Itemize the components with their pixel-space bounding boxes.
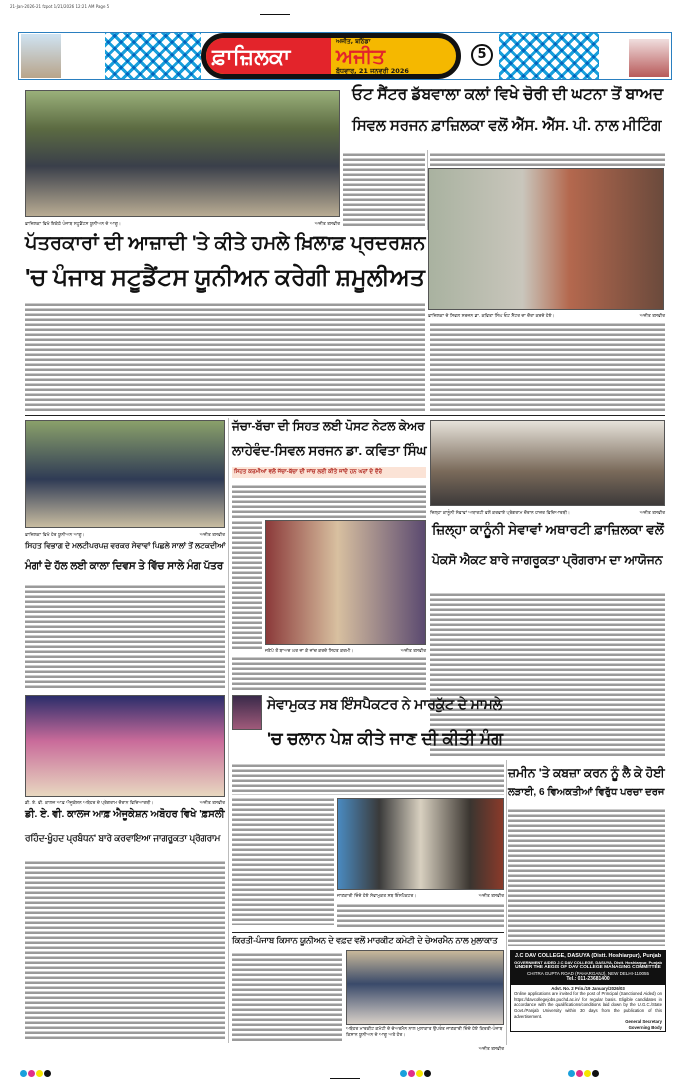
photo-credit: ਅਜੀਤ ਤਸਵੀਰ — [478, 1047, 504, 1052]
ad-number: Advt. No. 2 Prin./19 January/2026/03 — [551, 985, 625, 991]
article-text — [232, 520, 262, 650]
color-registration-marks — [568, 1062, 600, 1081]
photo-credit: ਅਜੀਤ ਤਸਵੀਰ — [639, 511, 665, 516]
headline: ਡੀ. ਏ. ਵੀ. ਕਾਲਜ ਆਫ਼ ਐਜੂਕੇਸ਼ਨ ਅਬੋਹਰ ਵਿਖੇ 'ਫ਼ਸਲੀ — [25, 809, 225, 820]
photo-caption: ਜਣੇਪੇ ਤੋਂ ਬਾਅਦ ਘਰ ਜਾ ਕੇ ਜਾਂਚ ਕਰਦੇ ਸਿਹਤ ਕਰਮੀ। — [265, 649, 354, 654]
masthead-logo — [201, 33, 461, 79]
crop-mark — [330, 1078, 360, 1079]
ad-phone: Tel.: 011-23681400 — [566, 976, 610, 983]
ad-signature: Governing Body — [628, 1024, 662, 1030]
students-union-photo — [25, 90, 340, 217]
article-text — [343, 152, 425, 228]
article-text — [430, 152, 665, 166]
photo-caption: ਜਾਣਕਾਰੀ ਦਿੰਦੇ ਹੋਏ ਸੇਵਾਮੁਕਤ ਸਬ ਇੰਸਪੈਕਟਰ। — [337, 894, 417, 899]
ad-line: CHITRA GUPTA ROAD (PAHARGANJ), NEW DELHI-110055 — [526, 970, 650, 976]
photo-credit: ਅਜੀਤ ਤਸਵੀਰ — [314, 222, 340, 227]
headline: ਸਿਹਤ ਵਿਭਾਗ ਦੇ ਮਲਟੀਪਰਪਜ਼ ਵਰਕਰ ਸੇਵਾਵਾਂ ਪਿਛਲੇ ਸਾਲਾਂ ਤੋਂ ਲਟਕਦੀਆਂ — [25, 541, 226, 550]
photo-credit: ਅਜੀਤ ਤਸਵੀਰ — [400, 649, 426, 654]
headline: ਸਿਵਲ ਸਰਜਨ ਫ਼ਾਜ਼ਿਲਕਾ ਵਲੋਂ ਐੱਸ. ਐੱਸ. ਪੀ. ਨਾਲ ਮੀਟਿੰਗ — [352, 118, 662, 134]
page-number: 5 — [471, 44, 493, 66]
farmers-delegation-photo — [346, 950, 504, 1025]
color-registration-marks — [400, 1062, 432, 1081]
masthead-date: ਬੁੱਧਵਾਰ, 21 ਜਨਵਰੀ 2026 — [336, 67, 409, 75]
photo-credit: ਅਜੀਤ ਤਸਵੀਰ — [199, 801, 225, 806]
headline: ਕਿਰਤੀ-ਪੰਜਾਬ ਕਿਸਾਨ ਯੂਨੀਅਨ ਦੇ ਵਫ਼ਦ ਵਲੋਂ ਮਾਰਕੀਟ ਕਮੇਟੀ ਦੇ ਚੇਅਰਮੈਨ ਨਾਲ ਮੁਲਾਕਾਤ — [232, 936, 498, 945]
photo-caption: ਫ਼ਾਜ਼ਿਲਕਾ ਦੇ ਸਿਵਲ ਸਰਜਨ ਡਾ. ਕਵਿਤਾ ਸਿੰਘ ਓਟ ਸੈਂਟਰ ਦਾ ਦੌਰਾ ਕਰਦੇ ਹੋਏ। — [428, 314, 555, 319]
photo-credit: ਅਜੀਤ ਤਸਵੀਰ — [478, 894, 504, 899]
masthead — [18, 32, 672, 80]
photo-caption: ਜ਼ਿਲ੍ਹਾ ਕਾਨੂੰਨੀ ਸੇਵਾਵਾਂ ਅਥਾਰਟੀ ਵਲੋਂ ਕਰਵਾਏ ਪ੍ਰੋਗਰਾਮ ਦੌਰਾਨ ਹਾਜ਼ਰ ਵਿਦਿਆਰਥੀ। — [430, 511, 570, 516]
ad-signature: General Secretary — [625, 1019, 662, 1025]
masthead-city: ਫ਼ਾਜ਼ਿਲਕਾ — [212, 44, 291, 69]
college-advertisement — [510, 950, 666, 1032]
headline: ਮੰਗਾਂ ਦੇ ਹੱਲ ਲਈ ਕਾਲਾ ਦਿਵਸ ਤੇ ਵਿੱਚ ਸਾਲੇ ਮੰਗ ਪੱਤਰ — [25, 561, 224, 572]
edition-label: ਅਜੀਤ, ਬਠਿੰਡਾ — [336, 38, 371, 45]
fort-image — [629, 39, 669, 77]
photo-caption: ਫ਼ਾਜ਼ਿਲਕਾ ਵਿਖੇ ਹੋਰ ਯੂਨੀਅਨ ਆਗੂ। — [25, 533, 85, 538]
subhead: ਸਿਹਤ ਕਰਮੀਆਂ ਵਲੋਂ ਜੱਚਾ-ਬੱਚਾ ਦੀ ਜਾਂਚ ਲਈ ਕੀਤੇ ਜਾਂਦੇ ਹਨ ਘਰਾਂ ਦੇ ਦੌਰੇ — [234, 469, 383, 475]
small-photo — [232, 695, 262, 730]
photo-caption: ਅਬੋਹਰ ਮਾਰਕੀਟ ਕਮੇਟੀ ਦੇ ਚੇਅਰਮੈਨ ਨਾਲ ਮੁਲਾਕਾਤ ਉਪਰੰਤ ਜਾਣਕਾਰੀ ਦਿੰਦੇ ਹੋਏ ਕਿਰਤੀ-ਪੰਜਾਬ ਕਿਸਾਨ ਯੂਨੀਅਨ ਦੇ ਆਗੂ ਅਤੇ ਹੋਰ। — [346, 1027, 503, 1038]
article-text — [232, 797, 334, 925]
article-text — [232, 656, 426, 692]
article-text — [232, 484, 426, 518]
article-text — [25, 860, 225, 1040]
headline: ਪੋਕਸੋ ਐਕਟ ਬਾਰੇ ਜਾਗਰੂਕਤਾ ਪ੍ਰੋਗਰਾਮ ਦਾ ਆਯੋਜਨ — [432, 553, 663, 567]
health-visit-photo — [265, 520, 426, 645]
masthead-pattern-right — [499, 33, 599, 79]
masthead-pattern-left — [105, 33, 201, 79]
photo-credit: ਅਜੀਤ ਤਸਵੀਰ — [199, 533, 225, 538]
article-text — [430, 322, 665, 412]
headline: ਓਟ ਸੈਂਟਰ ਡੱਬਵਾਲਾ ਕਲਾਂ ਵਿਖੇ ਚੋਰੀ ਦੀ ਘਟਨਾ ਤੋਂ ਬਾਅਦ — [352, 86, 664, 103]
headline: ਜੱਚਾ-ਬੱਚਾ ਦੀ ਸਿਹਤ ਲਈ ਪੋਸਟ ਨੇਟਲ ਕੇਅਰ — [232, 419, 425, 433]
headline: ਲਾਹੇਵੰਦ-ਸਿਵਲ ਸਰਜਨ ਡਾ. ਕਵਿਤਾ ਸਿੰਘ — [232, 443, 427, 458]
article-text — [232, 763, 504, 795]
crop-mark — [260, 14, 290, 15]
photo-caption: ਡੀ. ਏ. ਵੀ. ਕਾਲਜ ਆਫ਼ ਐਜੂਕੇਸ਼ਨ ਅਬੋਹਰ ਦੇ ਪ੍ਰੋਗਰਾਮ ਦੌਰਾਨ ਵਿਦਿਆਰਥੀ। — [25, 801, 154, 806]
headline: ਲੜਾਈ, 6 ਵਿਅਕਤੀਆਂ ਵਿਰੁੱਧ ਪਰਚਾ ਦਰਜ — [508, 787, 665, 798]
photo-caption: ਫ਼ਾਜ਼ਿਲਕਾ ਵਿਖੇ ਇਕੱਠੇ ਪੰਜਾਬ ਸਟੂਡੈਂਟਸ ਯੂਨੀਅਨ ਦੇ ਆਗੂ। — [25, 222, 121, 227]
ad-line: UNDER THE AEGIS OF DAV COLLEGE MANAGING COMMITTEE — [515, 964, 661, 970]
headline: ਰਹਿੰਦ-ਖੂੰਹਦ ਪ੍ਰਬੰਧਨ' ਬਾਰੇ ਕਰਵਾਇਆ ਜਾਗਰੂਕਤਾ ਪ੍ਰੋਗਰਾਮ — [25, 833, 221, 843]
headline: ਜ਼ਿਲ੍ਹਾ ਕਾਨੂੰਨੀ ਸੇਵਾਵਾਂ ਅਥਾਰਟੀ ਫ਼ਾਜ਼ਿਲਕਾ ਵਲੋਂ — [432, 522, 664, 537]
masthead-paper-name: ਅਜੀਤ — [336, 46, 386, 68]
ad-body: Online applications are invited for the post of Principal (Sanctioned Aided) on https://davcollegejobs.puchd.ac.in/ for regular basis. Eligible candidates in accordance with the qualifications/conditions laid down by the U.G.C./State Govt./Panjab University within 30 days from the publication of this advertisement. — [514, 991, 662, 1019]
article-text — [25, 302, 425, 412]
headline: ਜ਼ਮੀਨ 'ਤੇ ਕਬਜ਼ਾ ਕਰਨ ਨੂੰ ਲੈ ਕੇ ਹੋਈ — [508, 766, 665, 780]
ad-college-name: J.C DAV COLLEGE, DASUYA (Distt. Hoshiarpur), Punjab — [514, 953, 662, 959]
ad-line: GOVERNMENT AIDED J.C DAV COLLEGE, DASUYA, Distt. Hoshiarpur, Punjab — [514, 959, 662, 965]
headline: 'ਚ ਚਲਾਨ ਪੇਸ਼ ਕੀਤੇ ਜਾਣ ਦੀ ਕੀਤੀ ਮੰਗ — [267, 729, 504, 748]
article-text — [25, 584, 225, 690]
clock-tower-image — [21, 34, 61, 78]
article-text — [337, 903, 504, 929]
headline: 'ਚ ਪੰਜਾਬ ਸਟੂਡੈਂਟਸ ਯੂਨੀਅਨ ਕਰੇਗੀ ਸ਼ਮੂਲੀਅਤ — [25, 264, 425, 290]
print-slug: 21-Jan-2026-21 fzpot 1/21/2026 12:21 AM Page 5 — [10, 4, 110, 9]
dav-event-photo — [25, 695, 225, 797]
color-registration-marks — [20, 1062, 52, 1081]
article-text — [508, 808, 665, 946]
photo-credit: ਅਜੀਤ ਤਸਵੀਰ — [639, 314, 665, 319]
oat-centre-photo — [428, 168, 664, 310]
headline: ਪੱਤਰਕਾਰਾਂ ਦੀ ਆਜ਼ਾਦੀ 'ਤੇ ਕੀਤੇ ਹਮਲੇ ਖ਼ਿਲਾਫ਼ ਪ੍ਰਦਰਸ਼ਨ — [25, 232, 426, 254]
union-leaders-photo — [25, 420, 225, 528]
legal-program-photo — [430, 420, 665, 506]
retired-si-photo — [337, 798, 504, 890]
article-text — [232, 952, 342, 1042]
headline: ਸੇਵਾਮੁਕਤ ਸਬ ਇੰਸਪੈਕਟਰ ਨੇ ਮਾਰਕੁੱਟ ਦੇ ਮਾਮਲੇ — [267, 697, 502, 712]
